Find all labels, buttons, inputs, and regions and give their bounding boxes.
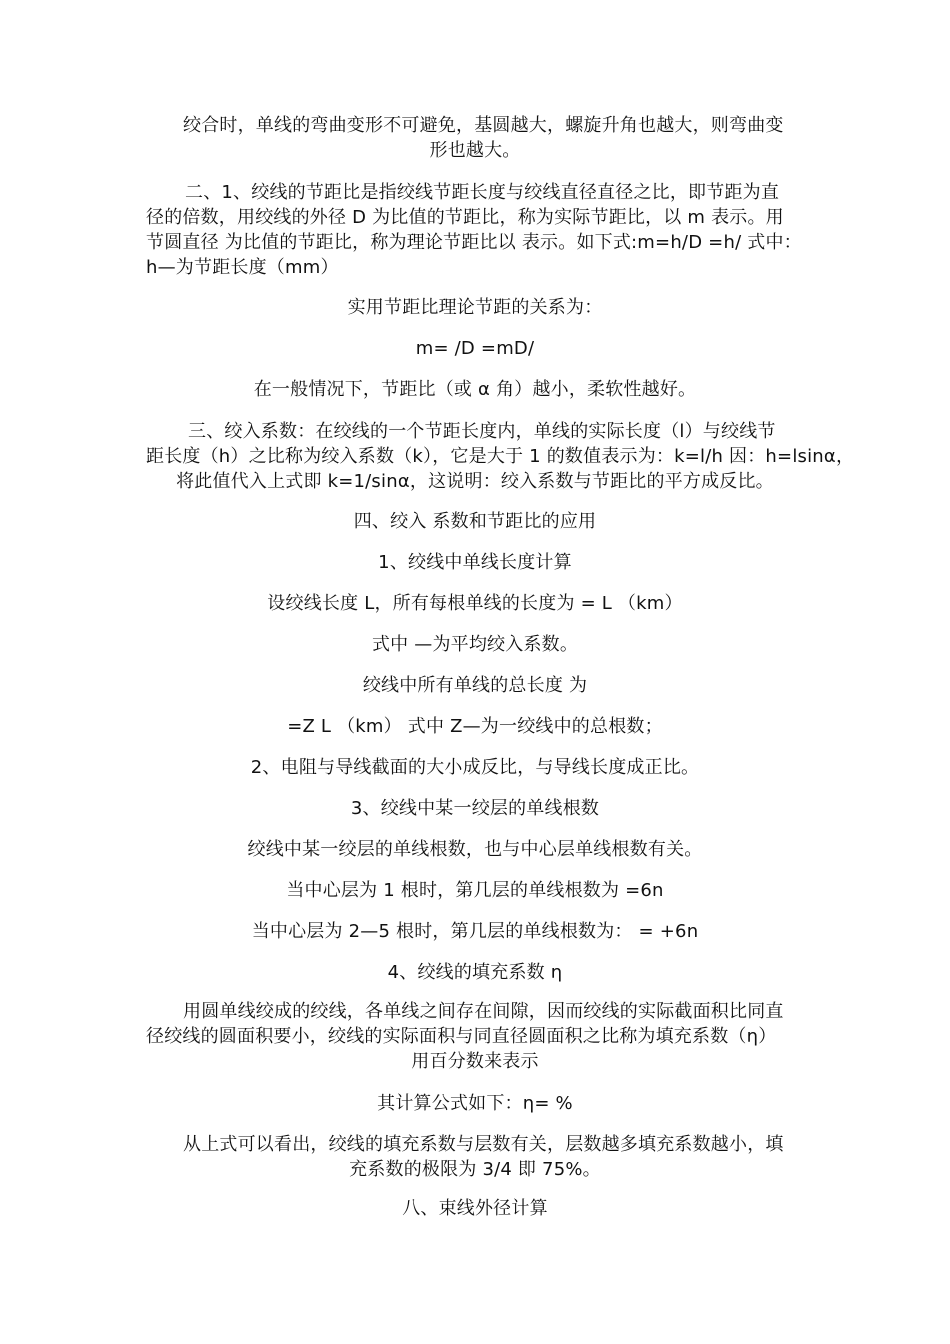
text-line: 将此值代入上式即 k=1/sinα，这说明：绞入系数与节距比的平方成反比。 — [176, 471, 774, 492]
text-line: 从上式可以看出，绞线的填充系数与层数有关，层数越多填充系数越小，填 — [183, 1134, 784, 1155]
paragraph-fill-factor-limit — [0, 1133, 950, 1183]
text-line: 绞合时，单线的弯曲变形不可避免，基圆越大，螺旋升角也越大，则弯曲变 — [183, 115, 784, 136]
text-line: h—为节距长度（mm） — [146, 257, 339, 278]
text-line: 充系数的极限为 3/4 即 75%。 — [349, 1159, 601, 1180]
text-line: 径的倍数，用绞线的外径 D 为比值的节距比，称为实际节距比，以 m 表示。用 — [146, 207, 784, 228]
line-layer-count: 绞线中某一绞层的单线根数，也与中心层单线根数有关。 — [247, 839, 703, 860]
formula-center-1: 当中心层为 1 根时，第几层的单线根数为 =6n — [286, 880, 664, 901]
text-line: 径绞线的圆面积要小，绞线的实际面积与同直径圆面积之比称为填充系数（η） — [146, 1026, 777, 1047]
line-strand-length: 设绞线长度 L，所有每根单线的长度为 = L （km） — [267, 593, 683, 614]
formula-eta: 其计算公式如下：η= % — [377, 1093, 573, 1114]
paragraph-pitch-ratio-definition — [0, 181, 950, 281]
paragraph-fill-factor — [0, 1000, 950, 1075]
section-heading-8: 八、束线外径计算 — [402, 1198, 548, 1219]
line-practical-pitch-relation: 实用节距比理论节距的关系为： — [347, 297, 603, 318]
text-line: 二、1、绞线的节距比是指绞线节距长度与绞线直径直径之比，即节距为直 — [185, 182, 780, 203]
subheading-2: 2、电阻与导线截面的大小成反比，与导线长度成正比。 — [250, 757, 700, 778]
line-average-lay-coefficient: 式中 —为平均绞入系数。 — [371, 634, 579, 655]
line-flexibility: 在一般情况下，节距比（或 α 角）越小，柔软性越好。 — [253, 379, 697, 400]
text-line: 节圆直径 为比值的节距比，称为理论节距比以 表示。如下式:m=h/D =h/ 式中： — [146, 232, 802, 253]
subheading-3: 3、绞线中某一绞层的单线根数 — [350, 798, 600, 819]
formula-center-2-5: 当中心层为 2—5 根时，第几层的单线根数为： = +6n — [251, 921, 699, 942]
line-total-strand-length: 绞线中所有单线的总长度 为 — [362, 675, 588, 696]
subheading-4: 4、绞线的填充系数 η — [387, 962, 563, 983]
text-line: 距长度（h）之比称为绞入系数（k），它是大于 1 的数值表示为：k=l/h 因：h=lsinα， — [146, 446, 855, 467]
paragraph-lay-coefficient — [0, 420, 950, 495]
text-line: 形也越大。 — [429, 140, 521, 161]
text-line: 用圆单线绞成的绞线，各单线之间存在间隙，因而绞线的实际截面积比同直 — [183, 1001, 784, 1022]
formula-total-length: =Z L （km） 式中 Z—为一绞线中的总根数； — [287, 716, 663, 737]
paragraph-bend-deformation — [0, 114, 950, 164]
subheading-1: 1、绞线中单线长度计算 — [378, 552, 572, 573]
text-line: 三、绞入系数：在绞线的一个节距长度内，单线的实际长度（l）与绞线节 — [188, 421, 776, 442]
section-heading-4: 四、绞入 系数和节距比的应用 — [353, 511, 597, 532]
text-line: 用百分数来表示 — [411, 1051, 539, 1072]
formula-m: m= /D =mD/ — [415, 338, 535, 359]
